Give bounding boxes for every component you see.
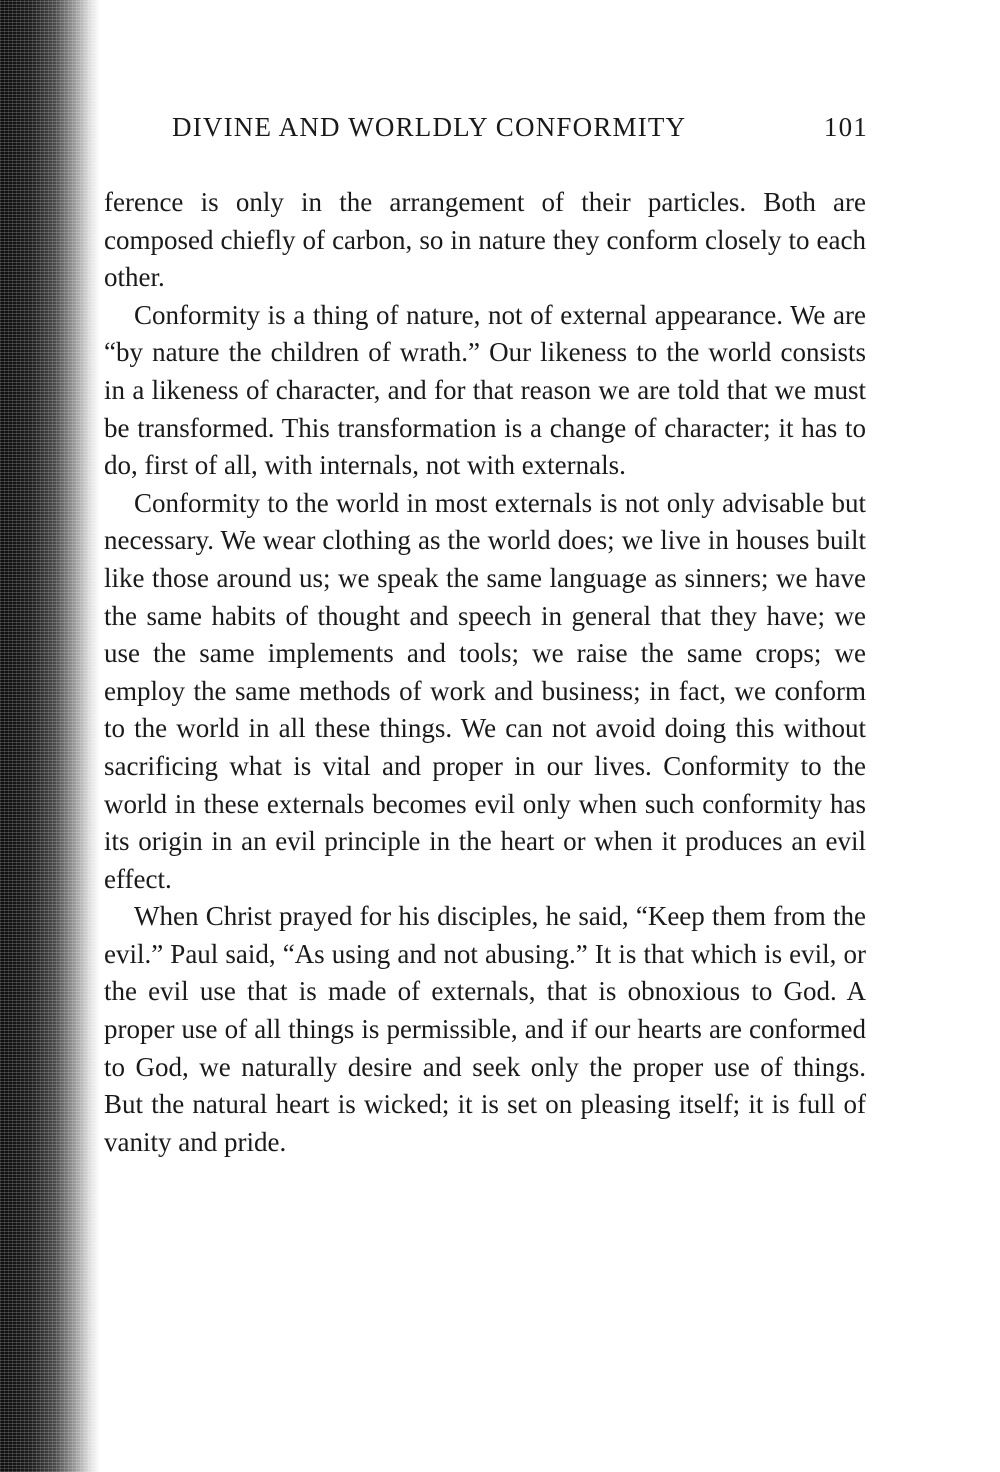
paragraph-continued: ference is only in the arrangement of their particles. Both are composed chiefly of carbon, so in nature they conform closely to each other.	[104, 187, 866, 293]
binding-edge	[0, 0, 100, 1472]
paragraph: Conformity is a thing of nature, not of external appearance. We are “by nature the children of wrath.” Our likeness to the world consists in a likeness of character, and for that reason we are told that we must be transformed. This transformation is a change of character; it has to do, first of all, with internals, not with externals.	[104, 299, 866, 481]
chapter-title: DIVINE AND WORLDLY CONFORMITY	[172, 112, 687, 142]
running-head	[172, 112, 872, 152]
paragraph: Conformity to the world in most externals is not only advisable but necessary. We wear clothing as the world does; we live in houses built like those around us; we speak the same language as sinners; we have the same habits of thought and speech in general that they have; we use the same implements and tools; we raise the same crops; we employ the same methods of work and business; in fact, we conform to the world in all these things. We can not avoid doing this without sacrificing what is vital and proper in our lives. Conformity to the world in these externals becomes evil only when such conformity has its origin in an evil principle in the heart or when it produces an evil effect.	[104, 487, 866, 894]
body-text	[104, 184, 866, 1161]
paragraph: When Christ prayed for his disciples, he said, “Keep them from the evil.” Paul said, “As using and not abusing.” It is that which is evil, or the evil use that is made of externals, that is obnoxious to God. A proper use of all things is permissible, and if our hearts are conformed to God, we naturally desire and seek only the proper use of things. But the natural heart is wicked; it is set on pleasing itself; it is full of vanity and pride.	[104, 901, 866, 1157]
page-number: 101	[823, 112, 868, 142]
